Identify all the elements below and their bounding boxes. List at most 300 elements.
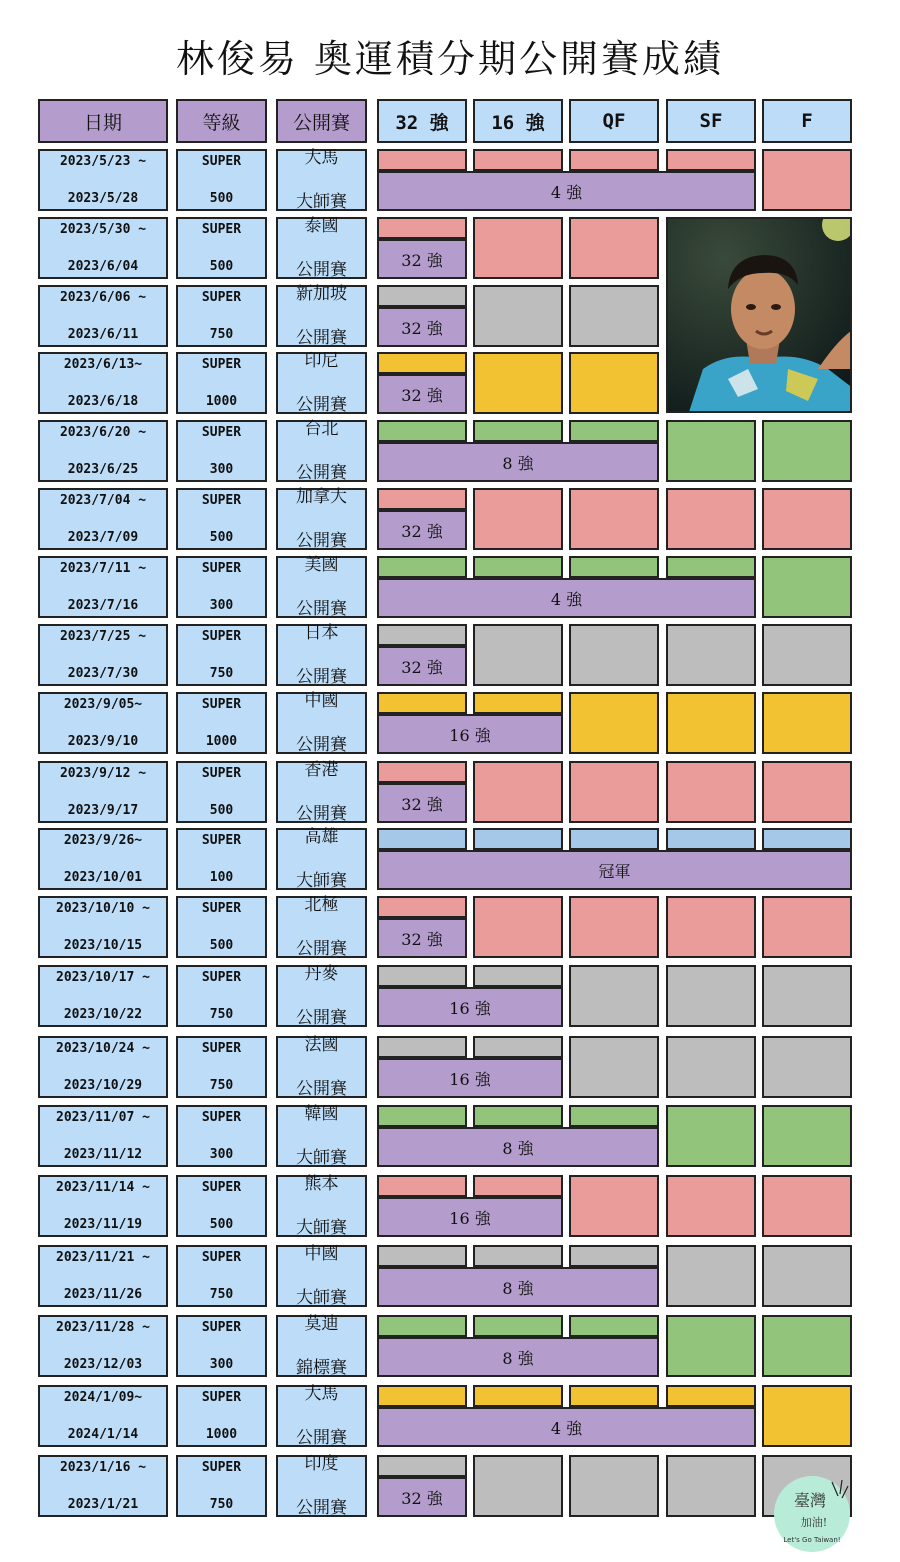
round-cell <box>473 761 563 823</box>
cell-line-2: 大師賽 <box>296 1148 347 1168</box>
round-cell <box>377 1455 467 1477</box>
cell-content <box>64 830 142 889</box>
round-cell <box>377 1385 467 1407</box>
round-cell <box>762 488 852 550</box>
round-cell <box>569 896 659 958</box>
cell-line-2: 大師賽 <box>296 1288 347 1308</box>
cell-line-1: SUPER <box>201 1319 242 1335</box>
cell-line-2: 2023/7/30 <box>67 665 139 681</box>
cell-content <box>202 1317 241 1376</box>
logo-image <box>772 1470 858 1556</box>
cell-line-2: 2023/1/21 <box>67 1496 139 1512</box>
cell-content <box>202 1457 241 1516</box>
tournament-cell <box>276 149 367 211</box>
cell-content <box>296 690 347 756</box>
cell-line-1: 2023/1/16 ~ <box>59 1459 147 1475</box>
level-cell <box>176 1315 267 1377</box>
cell-content <box>202 626 241 685</box>
round-cell <box>569 149 659 171</box>
level-cell <box>176 420 267 482</box>
result-bar: 32 強 <box>377 918 467 958</box>
cell-content <box>202 830 241 889</box>
cell-line-1: SUPER <box>201 356 242 372</box>
cell-line-1: 印尼 <box>304 351 339 371</box>
level-cell <box>176 624 267 686</box>
cell-line-1: SUPER <box>201 832 242 848</box>
round-cell <box>377 692 467 714</box>
cell-content <box>60 422 146 481</box>
cell-content <box>202 763 241 822</box>
round-cell <box>762 828 852 850</box>
round-cell <box>569 1175 659 1237</box>
cell-line-2: 公開賽 <box>296 667 347 687</box>
cell-line-1: 熊本 <box>304 1174 339 1194</box>
cell-line-1: 2023/7/04 ~ <box>59 492 147 508</box>
round-cell <box>377 1245 467 1267</box>
level-cell <box>176 1385 267 1447</box>
tournament-cell <box>276 624 367 686</box>
cell-content <box>202 1177 241 1236</box>
page-title: 林俊易 奧運積分期公開賽成績 <box>175 37 725 81</box>
cell-line-1: SUPER <box>201 1040 242 1056</box>
cell-content <box>202 287 241 346</box>
cell-line-2: 公開賽 <box>296 395 347 415</box>
tournament-cell <box>276 761 367 823</box>
taiwan-cheer-logo <box>772 1470 858 1556</box>
logo-line-2: 加油! <box>800 1516 828 1529</box>
cell-line-2: 500 <box>209 190 234 206</box>
cell-line-1: 2023/9/12 ~ <box>59 765 147 781</box>
cell-content <box>56 1317 150 1376</box>
cell-content <box>296 1313 347 1379</box>
cell-line-1: 美國 <box>304 555 339 575</box>
round-cell <box>762 1105 852 1167</box>
cell-content <box>296 759 347 825</box>
tournament-cell <box>276 556 367 618</box>
round-cell <box>473 1105 563 1127</box>
round-cell <box>569 1105 659 1127</box>
cell-line-1: SUPER <box>201 969 242 985</box>
round-cell <box>569 1315 659 1337</box>
cell-line-2: 2023/11/26 <box>63 1286 143 1302</box>
date-cell <box>38 149 168 211</box>
cell-line-1: 加拿大 <box>296 487 347 507</box>
round-cell <box>377 217 467 239</box>
header-semifinal: SF <box>666 99 756 143</box>
cell-line-1: 大馬 <box>304 148 339 168</box>
round-cell <box>666 1245 756 1307</box>
round-cell <box>666 556 756 578</box>
cell-line-2: 500 <box>209 937 234 953</box>
tournament-cell <box>276 285 367 347</box>
date-cell <box>38 1036 168 1098</box>
cell-content <box>296 622 347 688</box>
cell-line-1: 中國 <box>304 691 339 711</box>
player-photo-image <box>668 219 852 413</box>
round-cell <box>762 692 852 754</box>
round-cell <box>377 965 467 987</box>
round-cell <box>762 420 852 482</box>
cell-line-2: 公開賽 <box>296 260 347 280</box>
cell-line-2: 公開賽 <box>296 939 347 959</box>
cell-content <box>202 1247 241 1306</box>
round-cell <box>473 217 563 279</box>
cell-line-2: 公開賽 <box>296 328 347 348</box>
tournament-cell <box>276 692 367 754</box>
tournament-cell <box>276 352 367 414</box>
round-cell <box>666 965 756 1027</box>
cell-line-2: 500 <box>209 529 234 545</box>
round-cell <box>762 1315 852 1377</box>
cell-line-2: 大師賽 <box>296 871 347 891</box>
level-cell <box>176 1455 267 1517</box>
result-bar: 16 強 <box>377 714 563 754</box>
round-cell <box>666 896 756 958</box>
cell-content <box>202 490 241 549</box>
round-cell <box>473 896 563 958</box>
round-cell <box>473 1036 563 1058</box>
cell-line-2: 750 <box>209 665 234 681</box>
level-cell <box>176 285 267 347</box>
logo-line-3: Let's Go Taiwan! <box>783 1536 841 1544</box>
level-cell <box>176 149 267 211</box>
header-tournament: 公開賽 <box>276 99 367 143</box>
round-cell <box>377 828 467 850</box>
cell-content <box>296 215 347 281</box>
cell-content <box>56 1177 150 1236</box>
round-cell <box>762 1385 852 1447</box>
cell-line-1: 2023/6/13~ <box>63 356 143 372</box>
cell-line-2: 2023/11/19 <box>63 1216 143 1232</box>
cell-content <box>296 147 347 213</box>
cell-line-2: 公開賽 <box>296 1008 347 1028</box>
cell-line-2: 750 <box>209 326 234 342</box>
cell-line-2: 2023/9/10 <box>67 733 139 749</box>
round-cell <box>377 149 467 171</box>
level-cell <box>176 828 267 890</box>
level-cell <box>176 1245 267 1307</box>
cell-line-2: 750 <box>209 1496 234 1512</box>
round-cell <box>473 285 563 347</box>
cell-line-2: 2023/6/11 <box>67 326 139 342</box>
cell-line-2: 300 <box>209 597 234 613</box>
cell-content <box>296 554 347 620</box>
date-cell <box>38 1455 168 1517</box>
cell-line-1: SUPER <box>201 289 242 305</box>
cell-content <box>60 287 146 346</box>
result-bar: 8 強 <box>377 1127 659 1167</box>
cell-line-1: 2023/11/28 ~ <box>56 1319 150 1335</box>
cell-line-2: 300 <box>209 461 234 477</box>
level-cell <box>176 488 267 550</box>
round-cell <box>473 1245 563 1267</box>
result-bar: 冠軍 <box>377 850 852 890</box>
date-cell <box>38 1315 168 1377</box>
cell-content <box>202 558 241 617</box>
date-cell <box>38 965 168 1027</box>
tournament-cell <box>276 420 367 482</box>
result-bar: 8 強 <box>377 1267 659 1307</box>
cell-line-2: 公開賽 <box>296 599 347 619</box>
tournament-cell <box>276 896 367 958</box>
round-cell <box>569 1036 659 1098</box>
tournament-cell <box>276 1315 367 1377</box>
round-cell <box>473 488 563 550</box>
round-cell <box>473 1315 563 1337</box>
cell-line-1: 印度 <box>304 1454 339 1474</box>
cell-content <box>56 898 150 957</box>
cell-content <box>296 826 347 892</box>
round-cell <box>377 1175 467 1197</box>
cell-content <box>296 1243 347 1309</box>
round-cell <box>569 285 659 347</box>
cell-line-2: 公開賽 <box>296 804 347 824</box>
round-cell <box>762 149 852 211</box>
header-round-16: 16 強 <box>473 99 563 143</box>
cell-line-2: 1000 <box>205 1426 238 1442</box>
cell-content <box>202 422 241 481</box>
result-bar: 16 強 <box>377 987 563 1027</box>
cell-content <box>296 486 347 552</box>
tournament-cell <box>276 217 367 279</box>
date-cell <box>38 1385 168 1447</box>
result-bar: 16 強 <box>377 1058 563 1098</box>
cell-content <box>296 963 347 1029</box>
cell-line-2: 公開賽 <box>296 1079 347 1099</box>
cell-line-1: 2023/7/25 ~ <box>59 628 147 644</box>
date-cell <box>38 556 168 618</box>
cell-line-1: 2023/11/14 ~ <box>56 1179 150 1195</box>
cell-line-2: 2023/10/29 <box>63 1077 143 1093</box>
cell-line-1: 台北 <box>304 419 339 439</box>
date-cell <box>38 828 168 890</box>
cell-content <box>202 967 241 1026</box>
cell-line-1: SUPER <box>201 765 242 781</box>
cell-content <box>202 1107 241 1166</box>
cell-content <box>60 626 146 685</box>
round-cell <box>377 1036 467 1058</box>
cell-line-1: 丹麥 <box>304 964 339 984</box>
cell-line-1: 日本 <box>304 623 339 643</box>
round-cell <box>473 692 563 714</box>
round-cell <box>569 965 659 1027</box>
round-cell <box>762 1175 852 1237</box>
cell-line-2: 2023/12/03 <box>63 1356 143 1372</box>
result-bar: 32 強 <box>377 646 467 686</box>
cell-content <box>60 151 146 210</box>
level-cell <box>176 1036 267 1098</box>
round-cell <box>377 624 467 646</box>
header-round-32: 32 強 <box>377 99 467 143</box>
round-cell <box>666 624 756 686</box>
cell-line-1: 2023/10/10 ~ <box>56 900 150 916</box>
cell-line-2: 2023/9/17 <box>67 802 139 818</box>
cell-content <box>202 219 241 278</box>
cell-content <box>202 151 241 210</box>
player-photo <box>666 217 852 413</box>
date-cell <box>38 1105 168 1167</box>
cell-line-2: 公開賽 <box>296 463 347 483</box>
round-cell <box>473 1385 563 1407</box>
round-cell <box>473 420 563 442</box>
cell-line-2: 公開賽 <box>296 531 347 551</box>
result-bar: 32 強 <box>377 783 467 823</box>
level-cell <box>176 217 267 279</box>
round-cell <box>762 624 852 686</box>
result-bar: 4 強 <box>377 171 756 211</box>
round-cell <box>762 896 852 958</box>
cell-content <box>56 1247 150 1306</box>
result-bar: 32 強 <box>377 1477 467 1517</box>
header-final: F <box>762 99 852 143</box>
round-cell <box>473 556 563 578</box>
cell-content <box>296 418 347 484</box>
cell-line-1: 新加坡 <box>296 284 347 304</box>
cell-line-1: 北極 <box>304 895 339 915</box>
round-cell <box>666 828 756 850</box>
cell-line-2: 100 <box>209 869 234 885</box>
cell-line-1: 2023/9/05~ <box>63 696 143 712</box>
date-cell <box>38 761 168 823</box>
result-bar: 8 強 <box>377 1337 659 1377</box>
cell-content <box>56 1107 150 1166</box>
round-cell <box>666 1175 756 1237</box>
cell-content <box>60 558 146 617</box>
cell-content <box>60 1457 146 1516</box>
cell-line-2: 2023/10/15 <box>63 937 143 953</box>
cell-content <box>296 1383 347 1449</box>
result-bar: 32 強 <box>377 307 467 347</box>
result-bar: 4 強 <box>377 578 756 618</box>
cell-line-1: 2023/6/06 ~ <box>59 289 147 305</box>
round-cell <box>666 1315 756 1377</box>
cell-content <box>202 898 241 957</box>
cell-line-2: 2023/7/16 <box>67 597 139 613</box>
tournament-cell <box>276 965 367 1027</box>
round-cell <box>473 1175 563 1197</box>
round-cell <box>666 692 756 754</box>
cell-content <box>202 1038 241 1097</box>
round-cell <box>569 420 659 442</box>
cell-line-1: SUPER <box>201 1459 242 1475</box>
cell-line-2: 500 <box>209 802 234 818</box>
cell-line-1: SUPER <box>201 560 242 576</box>
round-cell <box>569 624 659 686</box>
cell-line-2: 750 <box>209 1006 234 1022</box>
cell-line-2: 500 <box>209 1216 234 1232</box>
cell-content <box>296 1453 347 1519</box>
round-cell <box>666 420 756 482</box>
date-cell <box>38 1245 168 1307</box>
cell-content <box>64 1387 142 1446</box>
header-level: 等級 <box>176 99 267 143</box>
cell-line-1: SUPER <box>201 628 242 644</box>
cell-content <box>202 694 241 753</box>
date-cell <box>38 217 168 279</box>
cell-line-2: 2023/6/04 <box>67 258 139 274</box>
cell-line-1: 大馬 <box>304 1384 339 1404</box>
cell-line-1: SUPER <box>201 900 242 916</box>
cell-line-1: 2023/5/30 ~ <box>59 221 147 237</box>
cell-line-1: SUPER <box>201 424 242 440</box>
cell-line-2: 1000 <box>205 393 238 409</box>
round-cell <box>762 1245 852 1307</box>
cell-content <box>296 1173 347 1239</box>
tournament-cell <box>276 1036 367 1098</box>
date-cell <box>38 896 168 958</box>
cell-line-1: 2023/10/24 ~ <box>56 1040 150 1056</box>
date-cell <box>38 420 168 482</box>
tournament-cell <box>276 488 367 550</box>
result-bar: 16 強 <box>377 1197 563 1237</box>
round-cell <box>762 556 852 618</box>
level-cell <box>176 1105 267 1167</box>
result-bar: 8 強 <box>377 442 659 482</box>
cell-line-2: 大師賽 <box>296 1218 347 1238</box>
round-cell <box>666 1105 756 1167</box>
round-cell <box>473 149 563 171</box>
cell-content <box>56 1038 150 1097</box>
round-cell <box>473 1455 563 1517</box>
cell-line-2: 2023/6/25 <box>67 461 139 477</box>
header-date: 日期 <box>38 99 168 143</box>
round-cell <box>377 488 467 510</box>
cell-line-1: SUPER <box>201 1109 242 1125</box>
round-cell <box>377 352 467 374</box>
cell-line-1: SUPER <box>201 153 242 169</box>
cell-content <box>202 1387 241 1446</box>
cell-line-2: 2023/5/28 <box>67 190 139 206</box>
result-bar: 4 強 <box>377 1407 756 1447</box>
level-cell <box>176 556 267 618</box>
round-cell <box>377 556 467 578</box>
round-cell <box>762 1036 852 1098</box>
cell-line-1: 2023/10/17 ~ <box>56 969 150 985</box>
level-cell <box>176 1175 267 1237</box>
cell-content <box>60 219 146 278</box>
cell-line-1: SUPER <box>201 1249 242 1265</box>
date-cell <box>38 352 168 414</box>
cell-line-2: 公開賽 <box>296 735 347 755</box>
cell-line-1: 韓國 <box>304 1104 339 1124</box>
cell-content <box>56 967 150 1026</box>
round-cell <box>569 556 659 578</box>
cell-line-2: 2023/10/22 <box>63 1006 143 1022</box>
cell-line-2: 300 <box>209 1356 234 1372</box>
cell-line-1: 2023/7/11 ~ <box>59 560 147 576</box>
round-cell <box>666 1455 756 1517</box>
cell-content <box>60 763 146 822</box>
cell-line-2: 錦標賽 <box>296 1358 347 1378</box>
round-cell <box>569 1245 659 1267</box>
round-cell <box>569 488 659 550</box>
tournament-cell <box>276 828 367 890</box>
level-cell <box>176 761 267 823</box>
level-cell <box>176 692 267 754</box>
cell-content <box>296 283 347 349</box>
level-cell <box>176 896 267 958</box>
cell-line-1: 香港 <box>304 760 339 780</box>
round-cell <box>377 1315 467 1337</box>
cell-line-2: 750 <box>209 1286 234 1302</box>
cell-content <box>296 894 347 960</box>
cell-line-1: SUPER <box>201 492 242 508</box>
cell-content <box>296 1034 347 1100</box>
round-cell <box>762 965 852 1027</box>
cell-content <box>296 1103 347 1169</box>
round-cell <box>569 828 659 850</box>
date-cell <box>38 488 168 550</box>
